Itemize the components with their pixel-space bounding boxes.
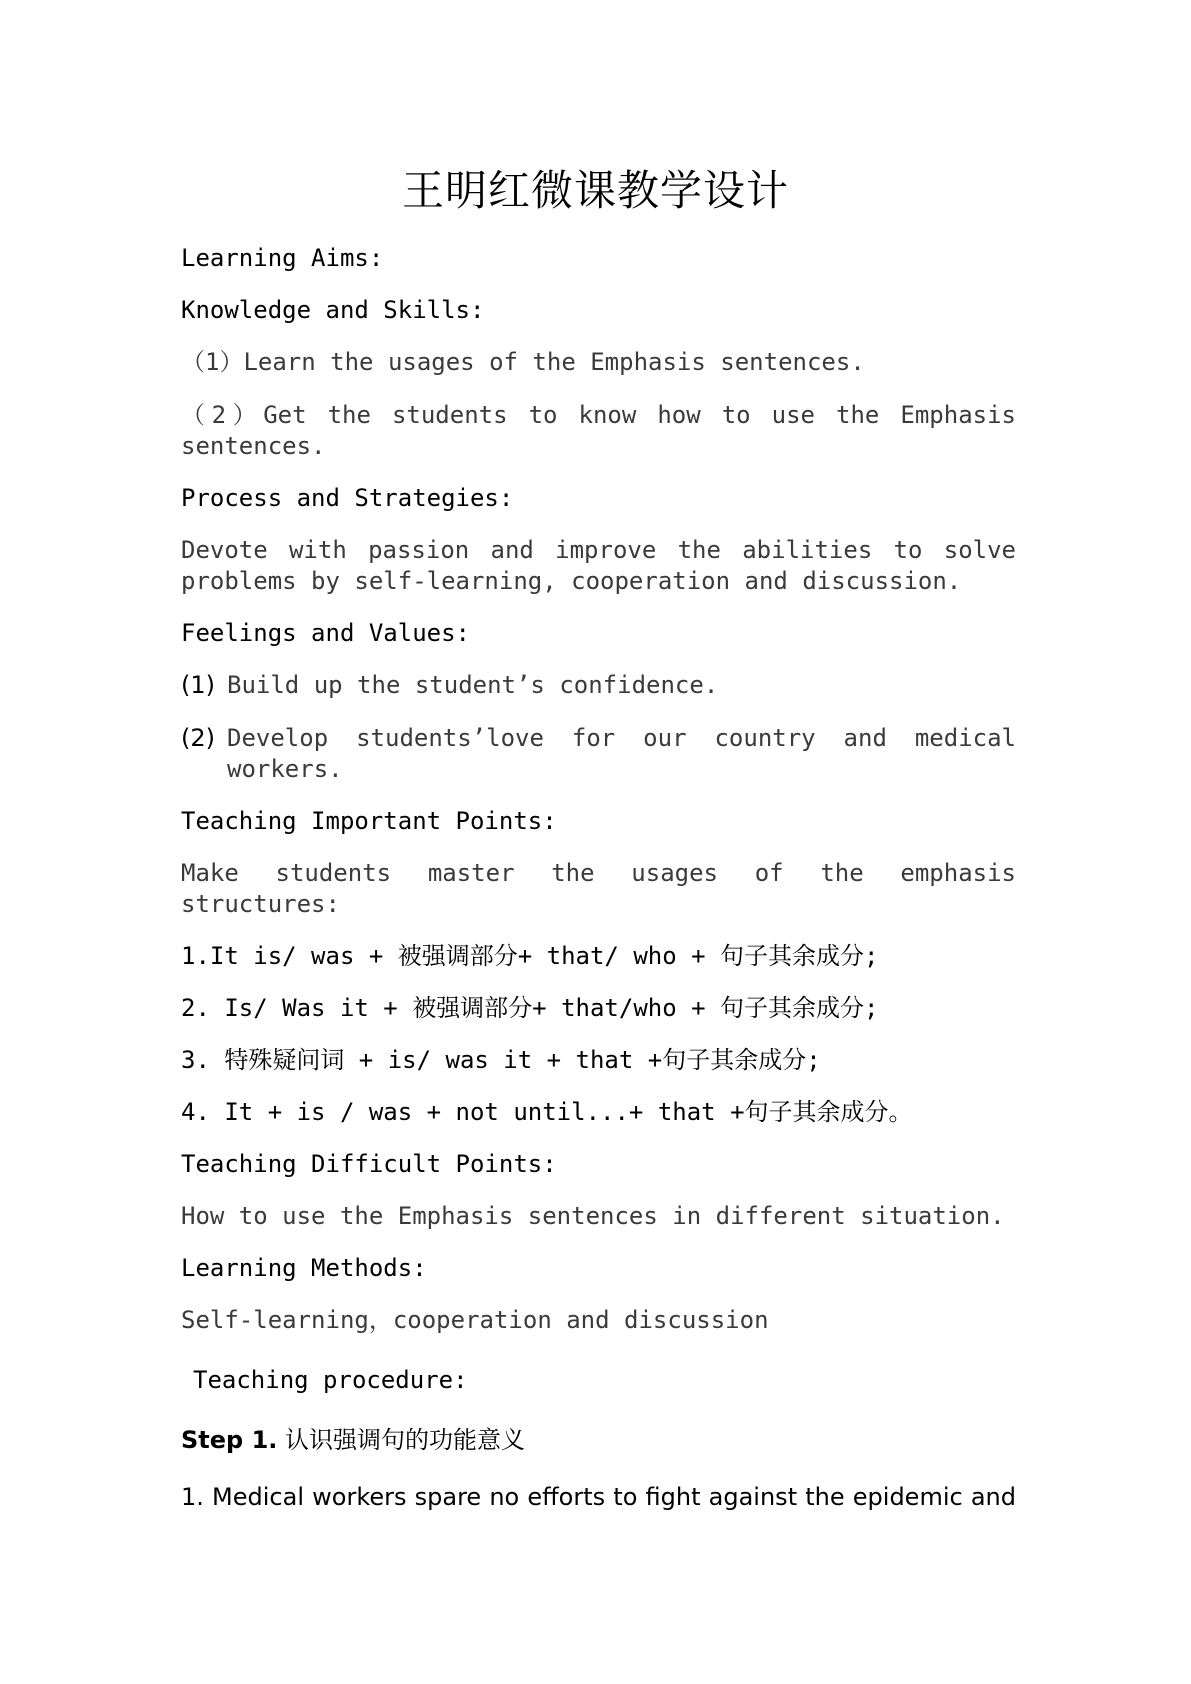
fv-item-1 [181, 670, 1016, 700]
heading-important-points: Teaching Important Points: [181, 807, 557, 835]
heading-difficult-points: Teaching Difficult Points: [181, 1150, 557, 1178]
structure-3: 3. 特殊疑问词 + is/ was it + that +句子其余成分; [181, 1046, 821, 1074]
step-1-title: 认识强调句的功能意义 [285, 1426, 526, 1454]
heading-learning-aims: Learning Aims: [181, 244, 384, 272]
structure-1: 1.It is/ was + 被强调部分+ that/ who + 句子其余成分; [181, 942, 879, 970]
heading-knowledge-skills: Knowledge and Skills: [181, 296, 485, 324]
lm-line: Self-learning，cooperation and discussion [181, 1306, 769, 1334]
ks-item-1: （1）Learn the usages of the Emphasis sentences. [181, 348, 865, 376]
fv-item-1-text: Build up the student’s confidence. [227, 671, 719, 699]
structure-4: 4. It + is / was + not until...+ that +句子其余成分。 [181, 1098, 913, 1126]
ks-item-2-line-1: （2）Get the students to know how to use the Emphasis [181, 401, 1016, 429]
fv-item-2-line-1: Develop students’love for our country and medical [227, 724, 1016, 752]
step-1-label: Step 1. [181, 1426, 278, 1454]
ps-line-1: Devote with passion and improve the abilities to solve [181, 536, 1016, 564]
structure-2: 2. Is/ Was it + 被强调部分+ that/who + 句子其余成分; [181, 994, 879, 1022]
step-1-heading [181, 1425, 1016, 1455]
ps-line-2: problems by self-learning, cooperation and discussion. [181, 567, 962, 595]
fv-item-2-line-2: workers. [227, 755, 343, 783]
fv-number-2: (2) [181, 724, 215, 752]
fv-number-1: (1) [181, 671, 215, 699]
ip-line-2: structures: [181, 890, 340, 918]
ks-item-2-line-2: sentences. [181, 432, 326, 460]
dp-line: How to use the Emphasis sentences in different situation. [181, 1202, 1005, 1230]
page-title: 王明红微课教学设计 [401, 166, 789, 215]
heading-teaching-procedure: Teaching procedure: [193, 1366, 468, 1394]
heading-learning-methods: Learning Methods: [181, 1254, 427, 1282]
ip-line-1: Make students master the usages of the emphasis [181, 859, 1016, 887]
step-1-item-1: 1. Medical workers spare no efforts to fight against the epidemic and [181, 1483, 1016, 1511]
heading-process-strategies: Process and Strategies: [181, 484, 514, 512]
heading-feelings-values: Feelings and Values: [181, 619, 470, 647]
